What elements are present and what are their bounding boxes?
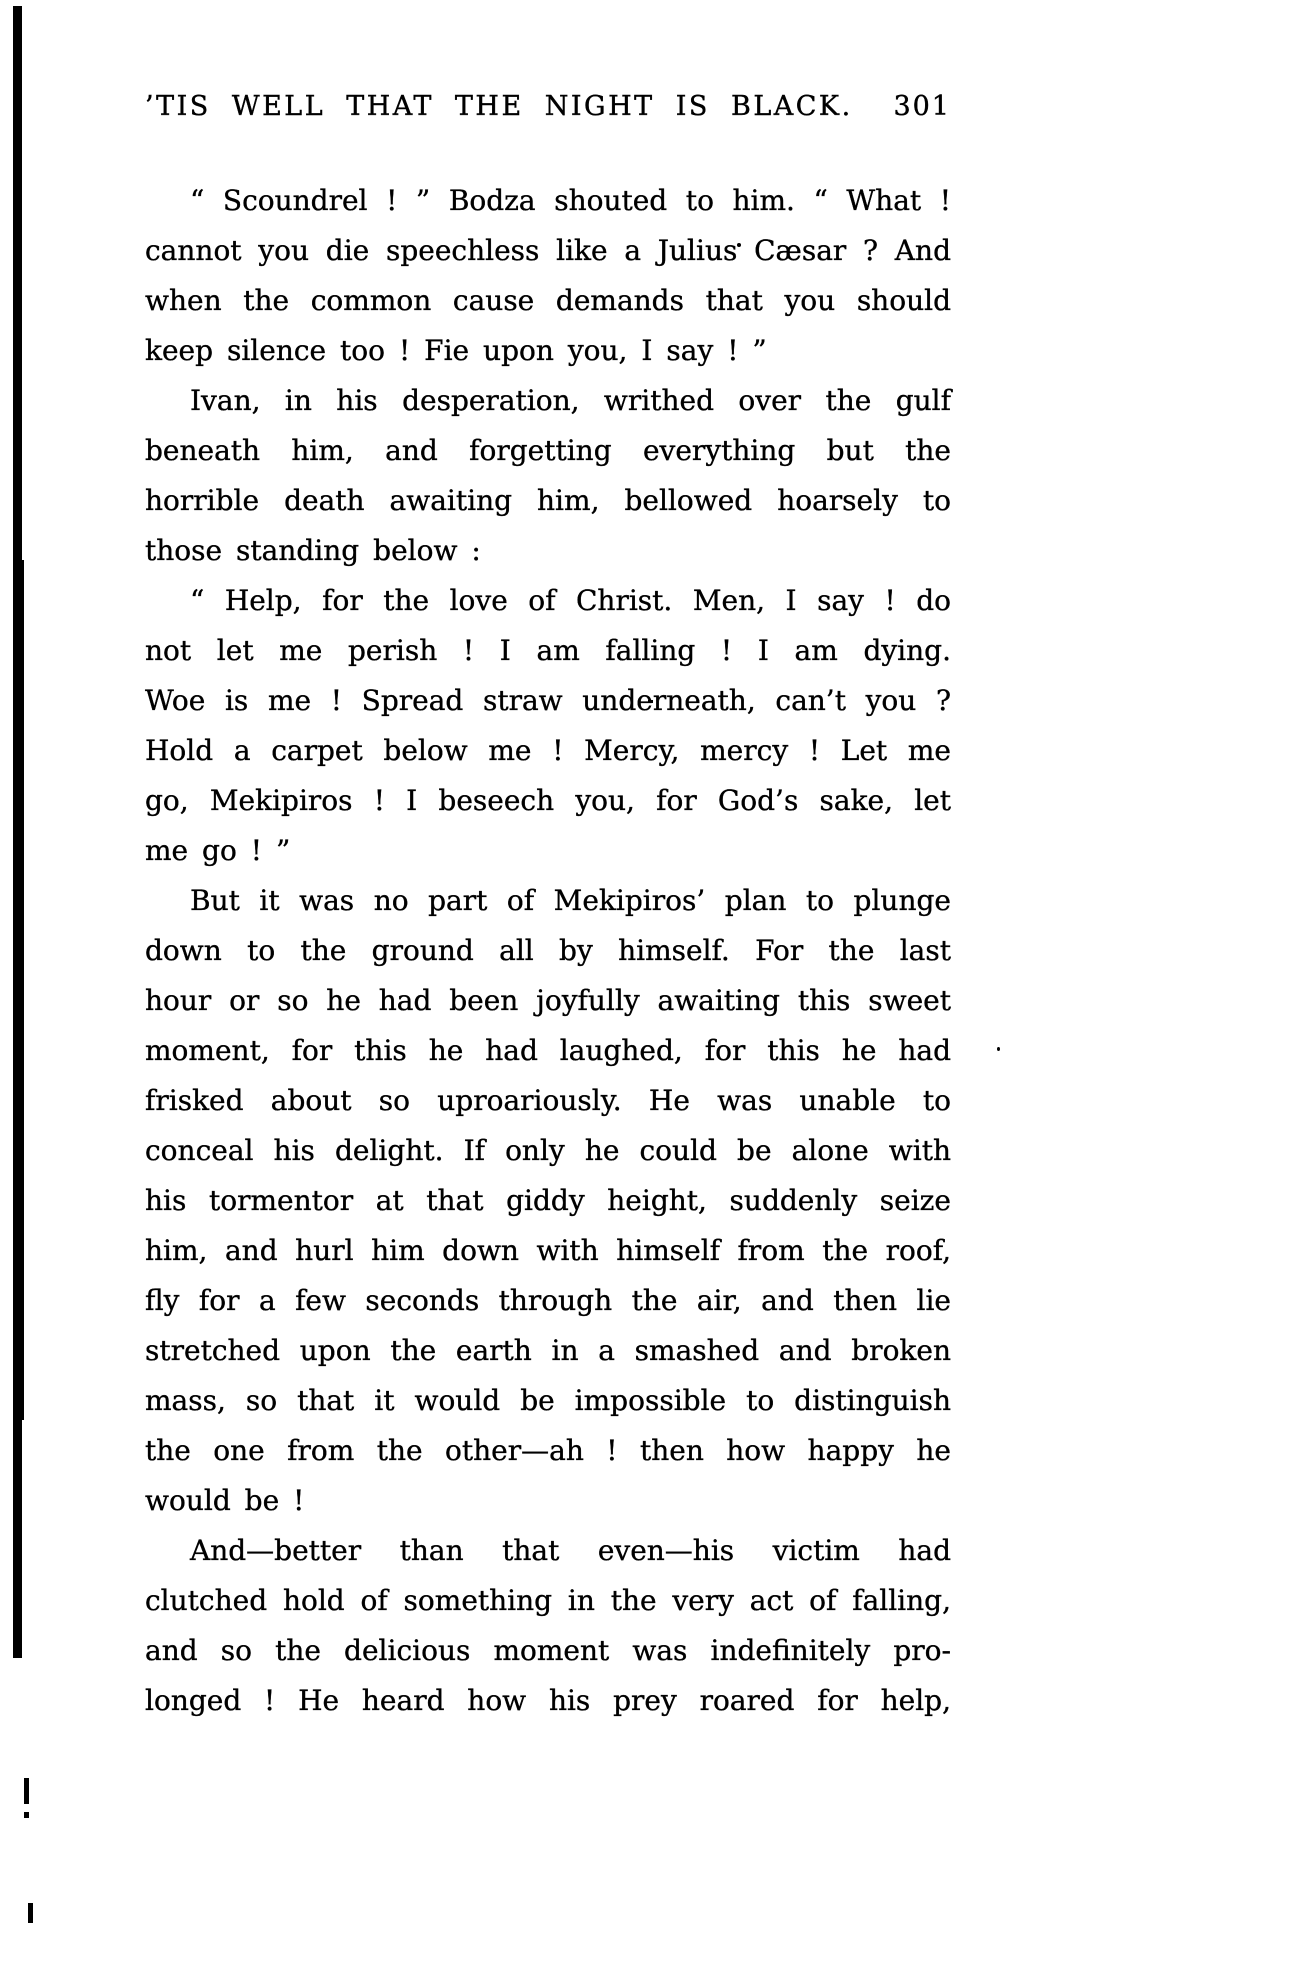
text-line: and so the delicious moment was indefinitely pro- [145,1634,951,1667]
text-line: frisked about so uproariously. He was unable to [145,1084,951,1117]
scan-margin-mark [24,1812,29,1818]
text-line: cannot you die speechless like a Julius Cæsar ? And [145,234,951,267]
text-line: And—better than that even—his victim had [190,1534,951,1567]
body-text [145,176,951,1726]
text-line: conceal his delight. If only he could be alone with [145,1134,951,1167]
paragraph-2 [145,376,951,576]
page-content [145,90,951,1726]
scan-ink-speck [997,1047,1000,1051]
text-line: go, Mekipiros ! I beseech you, for God’s sake, let [145,784,951,817]
text-line: horrible death awaiting him, bellowed hoarsely to [145,484,951,517]
text-line: stretched upon the earth in a smashed and broken [145,1334,951,1367]
running-head-title: ’TIS WELL THAT THE NIGHT IS BLACK. [145,91,853,122]
text-line: “ Scoundrel ! ” Bodza shouted to him. “ What ! [190,184,951,217]
text-line: mass, so that it would be impossible to distinguish [145,1384,951,1417]
text-line: beneath him, and forgetting everything but the [145,434,951,467]
scan-binding-line [20,560,24,1420]
text-line: “ Help, for the love of Christ. Men, I say ! do [190,584,951,617]
text-line: those standing below : [145,534,481,567]
paragraph-5 [145,1526,951,1726]
scan-margin-mark [24,1778,29,1804]
paragraph-3 [145,576,951,876]
text-line: Woe is me ! Spread straw underneath, can’t you ? [145,684,951,717]
text-line: keep silence too ! Fie upon you, I say ! ” [145,334,767,367]
text-line: me go ! ” [145,834,291,867]
page-number: 301 [893,91,951,122]
running-head [145,90,951,124]
text-line: Hold a carpet below me ! Mercy, mercy ! Let me [145,734,951,767]
paragraph-4 [145,876,951,1526]
text-line: longed ! He heard how his prey roared for help, [145,1684,951,1717]
text-line: hour or so he had been joyfully awaiting this sweet [145,984,951,1017]
text-line: down to the ground all by himself. For the last [145,934,951,967]
scan-margin-mark [28,1903,33,1923]
text-line: clutched hold of something in the very act of falling, [145,1584,951,1617]
text-line: fly for a few seconds through the air, and then lie [145,1284,951,1317]
text-line: the one from the other—ah ! then how happy he [145,1434,951,1467]
text-line: But it was no part of Mekipiros’ plan to plunge [190,884,951,917]
paragraph-1 [145,176,951,376]
text-line: his tormentor at that giddy height, suddenly seize [145,1184,951,1217]
text-line: Ivan, in his desperation, writhed over the gulf [190,384,951,417]
text-line: him, and hurl him down with himself from the roof, [145,1234,951,1267]
text-line: when the common cause demands that you should [145,284,951,317]
text-line: moment, for this he had laughed, for this he had [145,1034,951,1067]
text-line: not let me perish ! I am falling ! I am dying. [145,634,951,667]
text-line: would be ! [145,1484,305,1517]
